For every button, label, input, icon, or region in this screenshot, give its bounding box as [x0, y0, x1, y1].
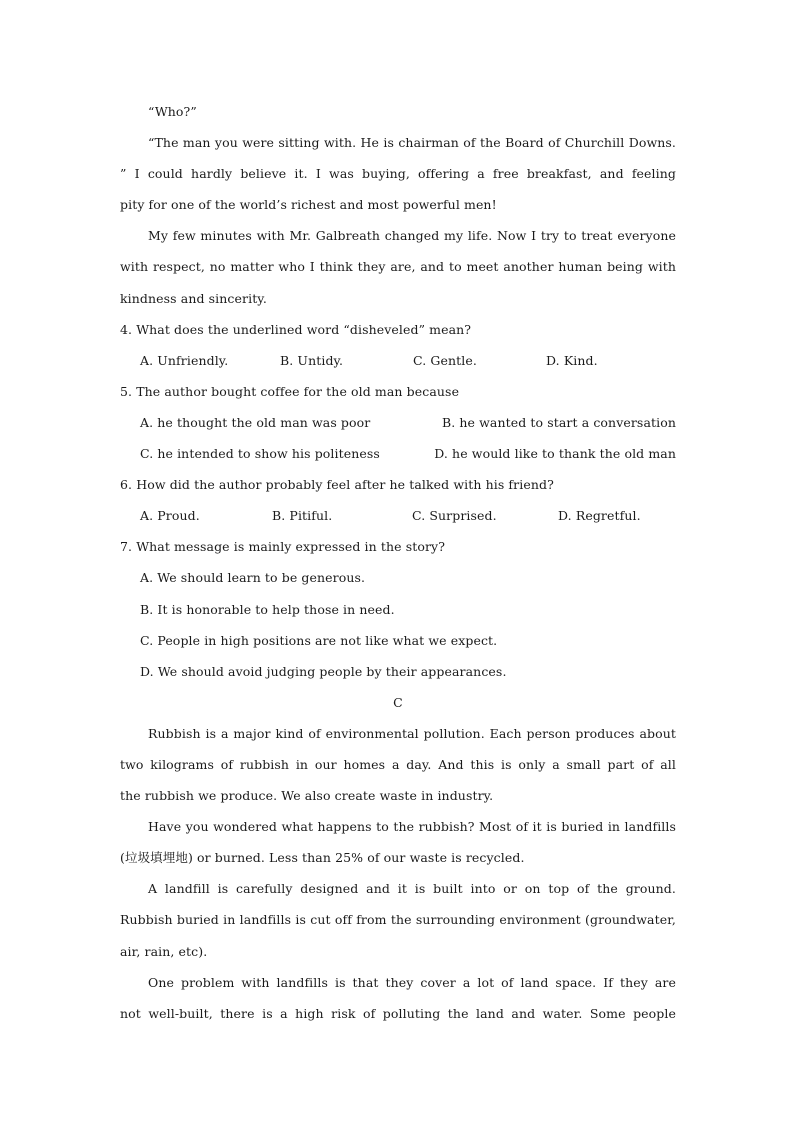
paragraph-line: One problem with landfills is that they cover a lot of land space. If they are: [148, 974, 676, 990]
option-b: B. It is honorable to help those in need.: [140, 601, 395, 617]
question-options: [120, 407, 676, 438]
option-c: C. he intended to show his politeness: [140, 446, 380, 462]
paragraph-line: Rubbish is a major kind of environmental pollution. Each person produces about: [148, 725, 676, 741]
paragraph-line: ” I could hardly believe it. I was buying, offering a free breakfast, and feeling: [120, 166, 676, 182]
paragraph-line: (垃圾填埋地) or burned. Less than 25% of our waste is recycled.: [120, 850, 525, 866]
question-options: [120, 500, 676, 531]
paragraph-line: My few minutes with Mr. Galbreath changed my life. Now I try to treat everyone: [148, 228, 676, 244]
document-page: [120, 96, 676, 1029]
paragraph-line: the rubbish we produce. We also create waste in industry.: [120, 788, 494, 804]
option-d: D. We should avoid judging people by their appearances.: [140, 663, 507, 679]
option-c: C. People in high positions are not like what we expect.: [140, 632, 498, 648]
paragraph-line: kindness and sincerity.: [120, 290, 267, 306]
option-a: A. Unfriendly.: [140, 352, 229, 368]
option-a: A. he thought the old man was poor: [140, 414, 371, 430]
section-heading: C: [393, 694, 403, 710]
option-a: A. We should learn to be generous.: [140, 570, 366, 586]
paragraph-line: air, rain, etc).: [120, 943, 208, 959]
question-stem: 7. What message is mainly expressed in the story?: [120, 539, 446, 555]
option-a: A. Proud.: [140, 508, 200, 524]
paragraph-line: “The man you were sitting with. He is chairman of the Board of Churchill Downs.: [148, 135, 676, 151]
option-d: D. Regretful.: [558, 508, 641, 524]
paragraph-line: pity for one of the world’s richest and most powerful men!: [120, 197, 497, 213]
question-stem: 5. The author bought coffee for the old man because: [120, 383, 460, 399]
dialogue-who: “Who?”: [148, 104, 197, 119]
option-b: B. Untidy.: [280, 352, 344, 368]
paragraph-line: not well-built, there is a high risk of polluting the land and water. Some people: [120, 1005, 676, 1021]
paragraph-line: two kilograms of rubbish in our homes a day. And this is only a small part of all: [120, 756, 676, 772]
paragraph-line: Have you wondered what happens to the rubbish? Most of it is buried in landfills: [148, 819, 676, 835]
option-c: C. Surprised.: [412, 508, 497, 524]
question-stem: 6. How did the author probably feel after he talked with his friend?: [120, 477, 554, 493]
option-b: B. he wanted to start a conversation: [441, 414, 676, 430]
paragraph-line: with respect, no matter who I think they are, and to meet another human being with: [120, 259, 676, 275]
question-stem: 4. What does the underlined word “disheveled” mean?: [120, 321, 472, 337]
question-options: [120, 438, 676, 469]
paragraph-line: Rubbish buried in landfills is cut off from the surrounding environment (groundwater,: [120, 912, 676, 928]
option-d: D. Kind.: [546, 352, 598, 368]
paragraph-line: A landfill is carefully designed and it is built into or on top of the ground.: [148, 881, 676, 897]
option-c: C. Gentle.: [413, 352, 477, 368]
question-options: [120, 345, 676, 376]
option-b: B. Pitiful.: [272, 508, 333, 524]
option-d: D. he would like to thank the old man: [434, 446, 676, 462]
